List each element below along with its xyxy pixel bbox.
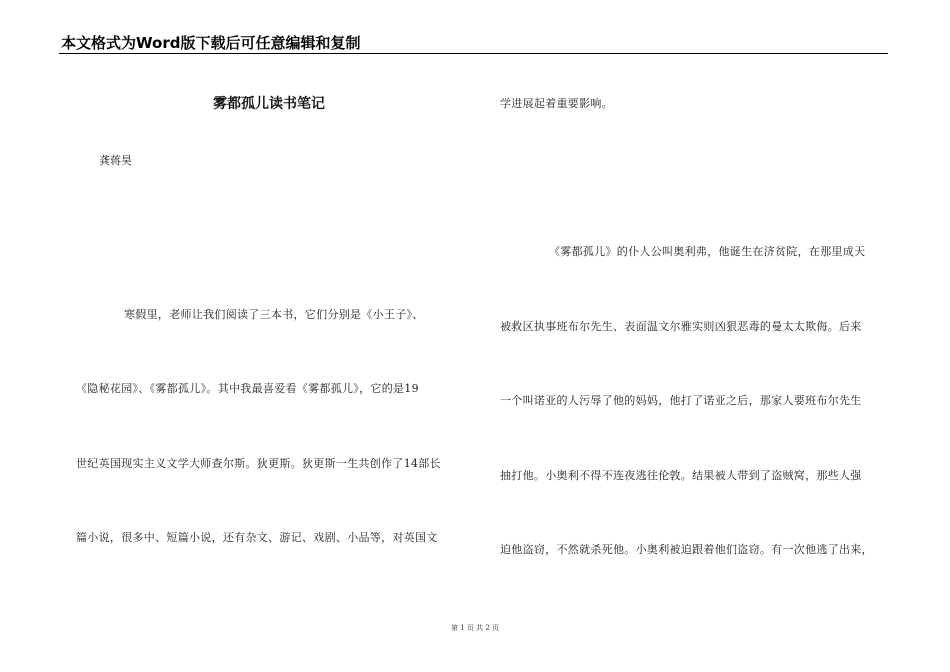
right-line: 抽打他。小奥利不得不连夜逃往伦敦。结果被人带到了盗贼窝，那些人强 — [500, 469, 862, 482]
right-line: 《雾都孤儿》的仆人公叫奥利弗，他诞生在济贫院，在那里成天 — [549, 245, 866, 258]
right-line: 被救区执事班布尔先生、表面温文尔雅实则凶狠恶毒的曼太太欺侮。后来 — [500, 320, 862, 333]
left-line: 《隐秘花园》、《雾都孤儿》。其中我最喜爱看《雾都孤儿》，它的是19 — [76, 382, 419, 395]
left-line: 世纪英国现实主义文学大师查尔斯。狄更斯。狄更斯一生共创作了14部长 — [76, 457, 441, 470]
header-divider — [59, 53, 888, 54]
header-notice: 本文格式为Word版下载后可任意编辑和复制 — [61, 34, 361, 52]
right-line: 一个叫诺亚的人污辱了他的妈妈，他打了诺亚之后，那家人要班布尔先生 — [500, 394, 862, 407]
left-line: 篇小说，很多中、短篇小说，还有杂文、游记、戏剧、小品等，对英国文 — [76, 531, 438, 544]
document-title: 雾都孤儿读书笔记 — [213, 96, 325, 112]
left-line: 寒假里，老师让我们阅读了三本书，它们分别是《小王子》、 — [124, 308, 424, 321]
page-number: 第 1 页 共 2 页 — [450, 624, 500, 632]
document-author: 龚蒋昊 — [99, 154, 132, 167]
right-line: 迫他盗窃，不然就杀死他。小奥利被迫跟着他们盗窃。有一次他逃了出来， — [500, 543, 873, 556]
right-line: 学进展起着重要影响。 — [500, 97, 613, 110]
